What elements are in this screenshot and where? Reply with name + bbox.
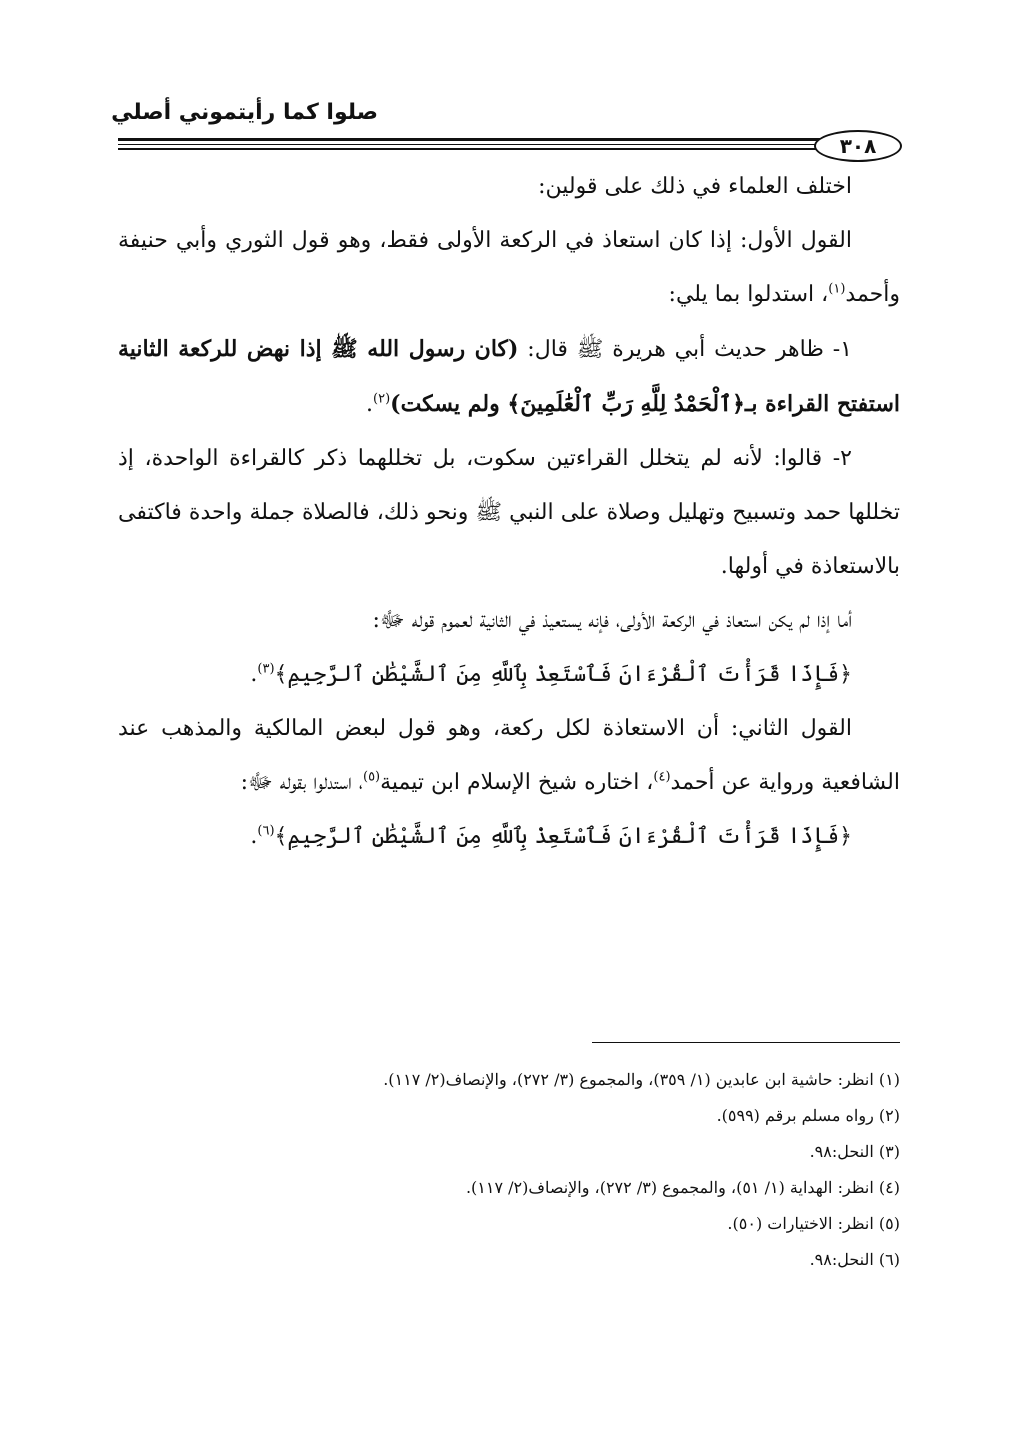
paragraph-evidence-1	[118, 322, 900, 432]
paragraph-evidence-2	[118, 432, 900, 594]
paragraph-no-istiadha	[118, 594, 900, 648]
footnote-ref-5[interactable]: (٥)	[362, 769, 381, 785]
quran-verse-2: ﴿فَإِذَا قَرَأْتَ ٱلْقُرْءَانَ فَٱسْتَعِذْ بِٱللَّهِ مِنَ ٱلشَّيْطَٰنِ ٱلرَّجِيمِ﴾	[274, 824, 852, 849]
text-period-1: .	[366, 392, 374, 417]
footnote-1: (١) انظر: حاشية ابن عابدين (١/ ٣٥٩)، والمجموع (٣/ ٢٧٢)، والإنصاف(٢/ ١١٧).	[383, 1070, 900, 1089]
footnote-2: (٢) رواه مسلم برقم (٥٩٩).	[716, 1106, 900, 1125]
text-intro: اختلف العلماء في ذلك على قولين:	[538, 174, 852, 199]
main-text	[118, 160, 900, 864]
header-rule-medium	[118, 148, 838, 150]
running-title: صلوا كما رأيتموني أصلي	[111, 100, 378, 125]
footnote-ref-6[interactable]: (٦)	[257, 823, 275, 839]
text-no-istiadha: أما إذا لم يكن استعاذ في الركعة الأولى، فإنه يستعيذ في الثانية لعموم قوله ﷻ:	[372, 608, 852, 633]
text-period-3: .	[250, 824, 258, 849]
paragraph-verse-2	[118, 810, 900, 864]
text-second-opinion: القول الثاني: أن الاستعاذة لكل ركعة، وهو قول لبعض المالكية والمذهب عند الشافعية ورواية عن أحمد	[118, 716, 900, 795]
footnote-ref-4[interactable]: (٤)	[653, 769, 671, 785]
text-first-opinion: القول الأول: إذا كان استعاذ في الركعة الأولى فقط، وهو قول الثوري وأبي حنيفة وأحمد	[118, 228, 900, 307]
text-period-2: .	[250, 662, 258, 687]
header-rule-thin	[118, 144, 838, 145]
text-evidence-2: ٢- قالوا: لأنه لم يتخلل القراءتين سكوت، بل تخللهما ذكر كالقراءة الواحدة، إذ تخللها حمد وتسبيح وتهليل وصلاة على النبي ﷺ ونحو ذلك، فالصلاة جملة واحدة فاكتفى بالاستعاذة في أولها.	[118, 446, 900, 579]
header-rule-thick	[118, 138, 838, 141]
footnote-ref-1[interactable]: (١)	[828, 281, 846, 297]
text-second-opinion-end: ، استدلوا بقوله ﷻ:	[240, 770, 363, 795]
header-rule	[118, 136, 900, 152]
quran-verse-1: ﴿فَإِذَا قَرَأْتَ ٱلْقُرْءَانَ فَٱسْتَعِذْ بِٱللَّهِ مِنَ ٱلشَّيْطَٰنِ ٱلرَّجِيمِ﴾	[274, 662, 852, 687]
footnote-ref-3[interactable]: (٣)	[257, 661, 275, 677]
paragraph-first-opinion	[118, 214, 900, 322]
text-evidence-1-intro: ١- ظاهر حديث أبي هريرة ﷺ قال:	[518, 337, 852, 362]
footnote-5: (٥) انظر: الاختيارات (٥٠).	[727, 1214, 900, 1233]
text-first-opinion-end: ، استدلوا بما يلي:	[668, 282, 829, 307]
paragraph-second-opinion	[118, 702, 900, 810]
footnote-ref-2[interactable]: (٢)	[373, 391, 391, 407]
footnotes	[118, 1062, 900, 1278]
text-hadith-quote: (كان رسول الله ﷺ إذا نهض للركعة الثانية استفتح القراءة بـ﴿ٱلْحَمْدُ لِلَّهِ رَبِّ ٱلْعَٰلَمِينَ﴾ ولم يسكت)	[118, 336, 900, 417]
footnote-separator	[592, 1042, 900, 1043]
text-second-opinion-mid: ، اختاره شيخ الإسلام ابن تيمية	[380, 770, 654, 795]
footnote-3: (٣) النحل:٩٨.	[809, 1142, 900, 1161]
footnote-6: (٦) النحل:٩٨.	[809, 1250, 900, 1269]
paragraph-verse-1	[118, 648, 900, 702]
footnote-4: (٤) انظر: الهداية (١/ ٥١)، والمجموع (٣/ ٢٧٢)، والإنصاف(٢/ ١١٧).	[465, 1178, 900, 1197]
page-number: ٣٠٨	[814, 130, 902, 162]
paragraph-intro	[118, 160, 900, 214]
